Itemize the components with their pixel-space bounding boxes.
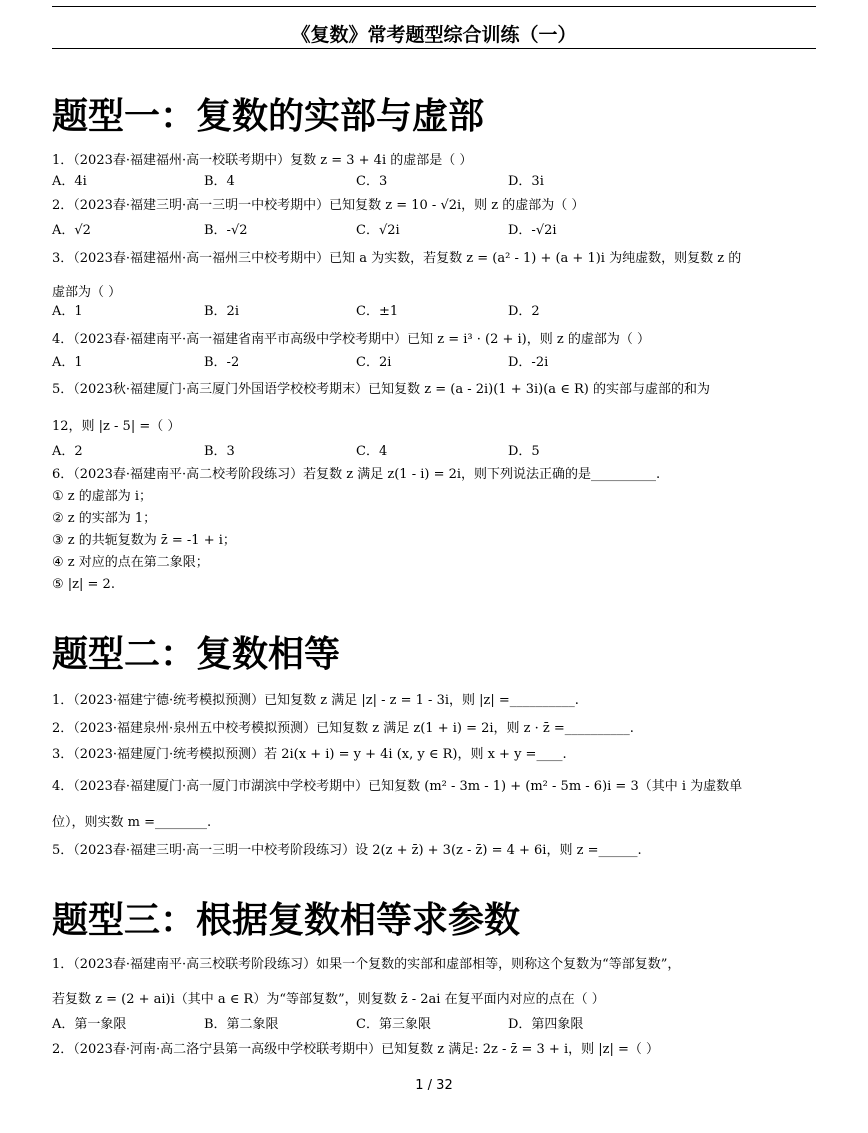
s3-q1-option-a: A．第一象限	[52, 1017, 127, 1032]
s1-question-5-cont: 12，则 |z - 5| =（ ）	[52, 419, 181, 434]
s1-q3-option-b: B．2i	[204, 304, 239, 319]
s3-q1-option-d: D．第四象限	[508, 1017, 584, 1032]
s1-q6-statement-3: ③ z 的共轭复数为 z̄ = -1 + i；	[52, 533, 236, 548]
s2-question-5: 5．（2023春·福建三明·高一三明一中校考阶段练习）设 2(z + z̄) + 3(z - z̄) = 4 + 6i，则 z =______.	[52, 843, 642, 858]
s3-q1-option-c: C．第三象限	[356, 1017, 431, 1032]
s1-q6-statement-2: ② z 的实部为 1；	[52, 511, 157, 526]
s1-q3-option-a: A．1	[52, 304, 83, 319]
s2-question-4-cont: 位），则实数 m =________.	[52, 815, 212, 830]
section-title-3: 题型三：根据复数相等求参数	[52, 899, 521, 941]
s3-q1-option-b: B．第二象限	[204, 1017, 279, 1032]
s1-question-4: 4．（2023春·福建南平·高一福建省南平市高级中学校考期中）已知 z = i³ · (2 + i)，则 z 的虚部为（ ）	[52, 332, 651, 347]
s1-q1-option-d: D．3i	[508, 174, 544, 189]
header-rule-bottom	[52, 48, 816, 49]
header-rule-top	[52, 6, 816, 7]
s1-q5-option-b: B．3	[204, 444, 235, 459]
s1-q2-option-a: A．√2	[52, 223, 91, 238]
document-title: 《复数》常考题型综合训练（一）	[291, 24, 577, 46]
s1-q1-option-c: C．3	[356, 174, 388, 189]
s1-q2-option-d: D．-√2i	[508, 223, 557, 238]
s1-question-2: 2．（2023春·福建三明·高一三明一中校考期中）已知复数 z = 10 - √2i，则 z 的虚部为（ ）	[52, 198, 585, 213]
s3-question-1: 1．（2023春·福建南平·高三校联考阶段练习）如果一个复数的实部和虚部相等，则称这个复数为“等部复数”，	[52, 957, 681, 972]
s1-q6-statement-4: ④ z 对应的点在第二象限；	[52, 555, 209, 570]
s2-question-2: 2．（2023·福建泉州·泉州五中校考模拟预测）已知复数 z 满足 z(1 + i) = 2i，则 z · z̄ =__________.	[52, 721, 634, 736]
s1-q4-option-b: B．-2	[204, 355, 240, 370]
s3-question-1-cont: 若复数 z = (2 + ai)i（其中 a ∈ R）为“等部复数”，则复数 z̄ - 2ai 在复平面内对应的点在（ ）	[52, 992, 605, 1007]
section-title-2: 题型二：复数相等	[52, 633, 341, 675]
s1-question-3-cont: 虚部为（ ）	[52, 285, 122, 300]
s1-q6-statement-1: ① z 的虚部为 i；	[52, 489, 153, 504]
s1-q2-option-b: B．-√2	[204, 223, 248, 238]
s1-q5-option-d: D．5	[508, 444, 540, 459]
s2-question-3: 3．（2023·福建厦门·统考模拟预测）若 2i(x + i) = y + 4i (x, y ∈ R)，则 x + y =____.	[52, 747, 567, 762]
s1-q4-option-c: C．2i	[356, 355, 392, 370]
s1-q3-option-c: C．±1	[356, 304, 399, 319]
s1-q3-option-d: D．2	[508, 304, 540, 319]
s2-question-4: 4．（2023春·福建厦门·高一厦门市湖滨中学校考期中）已知复数 (m² - 3m - 1) + (m² - 5m - 6)i = 3（其中 i 为虚数单	[52, 779, 743, 794]
s3-question-2: 2．（2023春·河南·高二洛宁县第一高级中学校联考期中）已知复数 z 满足: 2z - z̄ = 3 + i，则 |z| =（ ）	[52, 1042, 660, 1057]
section-title-1: 题型一：复数的实部与虚部	[52, 95, 485, 137]
s2-question-1: 1．（2023·福建宁德·统考模拟预测）已知复数 z 满足 |z| - z = 1 - 3i，则 |z| =__________.	[52, 693, 579, 708]
s1-q1-option-a: A．4i	[52, 174, 87, 189]
s1-q4-option-d: D．-2i	[508, 355, 549, 370]
s1-question-6: 6．（2023春·福建南平·高二校考阶段练习）若复数 z 满足 z(1 - i) = 2i，则下列说法正确的是__________.	[52, 467, 661, 482]
s1-q4-option-a: A．1	[52, 355, 83, 370]
s1-q2-option-c: C．√2i	[356, 223, 400, 238]
s1-question-1: 1．（2023春·福建福州·高一校联考期中）复数 z = 3 + 4i 的虚部是（ ）	[52, 153, 473, 168]
s1-question-5: 5．（2023秋·福建厦门·高三厦门外国语学校校考期末）已知复数 z = (a - 2i)(1 + 3i)(a ∈ R) 的实部与虚部的和为	[52, 382, 710, 397]
page-number: 1 / 32	[415, 1078, 453, 1093]
s1-q5-option-c: C．4	[356, 444, 388, 459]
s1-question-3: 3．（2023春·福建福州·高一福州三中校考期中）已知 a 为实数，若复数 z = (a² - 1) + (a + 1)i 为纯虚数，则复数 z 的	[52, 251, 742, 266]
s1-q5-option-a: A．2	[52, 444, 83, 459]
s1-q6-statement-5: ⑤ |z| = 2.	[52, 577, 115, 592]
s1-q1-option-b: B．4	[204, 174, 235, 189]
